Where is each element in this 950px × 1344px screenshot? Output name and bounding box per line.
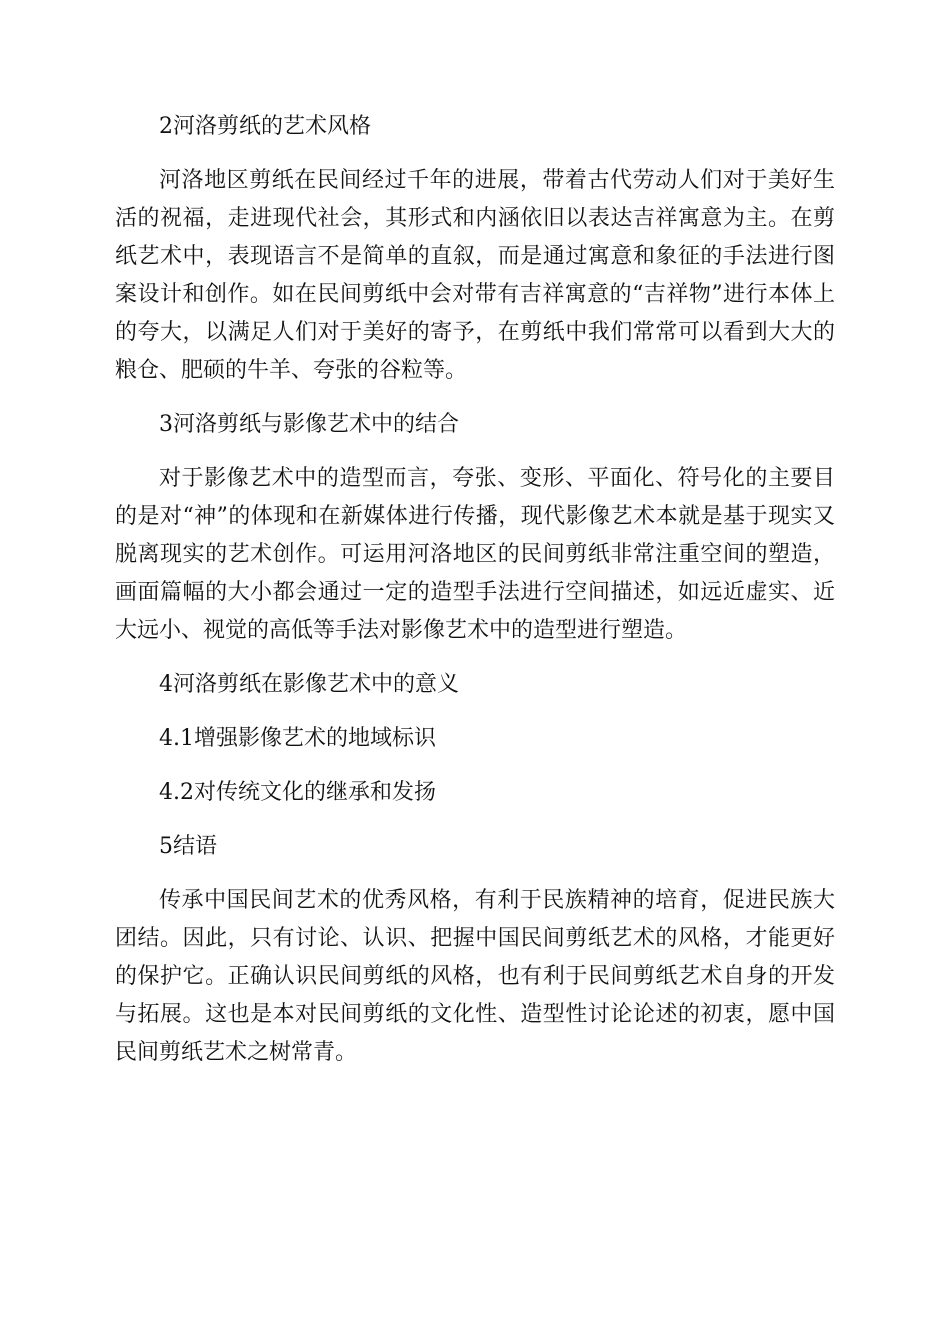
- paragraph-art-style: 河洛地区剪纸在民间经过千年的进展，带着古代劳动人们对于美好生活的祝福，走进现代社会，其形式和内涵依旧以表达吉祥寓意为主。在剪纸艺术中，表现语言不是简单的直叙，而是通过寓意和象征的手法进行图案设计和创作。如在民间剪纸中会对带有吉祥寓意的“吉祥物”进行本体上的夸大，以满足人们对于美好的寄予，在剪纸中我们常常可以看到大大的粮仓、肥硕的牛羊、夸张的谷粒等。: [115, 168, 835, 383]
- section-heading-5: 5结语: [159, 834, 217, 859]
- section-heading-4: 4河洛剪纸在影像艺术中的意义: [159, 672, 459, 697]
- paragraph-conclusion: 传承中国民间艺术的优秀风格，有利于民族精神的培育，促进民族大团结。因此，只有讨论、认识、把握中国民间剪纸艺术的风格，才能更好的保护它。正确认识民间剪纸的风格，也有利于民间剪纸艺术自身的开发与拓展。这也是本对民间剪纸的文化性、造型性讨论论述的初衷，愿中国民间剪纸艺术之树常青。: [115, 888, 835, 1065]
- section-heading-2: 2河洛剪纸的艺术风格: [159, 114, 371, 139]
- paragraph-combination: 对于影像艺术中的造型而言，夸张、变形、平面化、符号化的主要目的是对“神”的体现和在新媒体进行传播，现代影像艺术本就是基于现实又脱离现实的艺术创作。可运用河洛地区的民间剪纸非常注重空间的塑造，画面篇幅的大小都会通过一定的造型手法进行空间描述，如远近虚实、近大远小、视觉的高低等手法对影像艺术中的造型进行塑造。: [115, 466, 835, 643]
- document-page: [115, 108, 835, 1088]
- section-heading-4-1: 4.1增强影像艺术的地域标识: [159, 726, 436, 751]
- section-heading-4-2: 4.2对传统文化的继承和发扬: [159, 780, 436, 805]
- section-heading-3: 3河洛剪纸与影像艺术中的结合: [159, 412, 459, 437]
